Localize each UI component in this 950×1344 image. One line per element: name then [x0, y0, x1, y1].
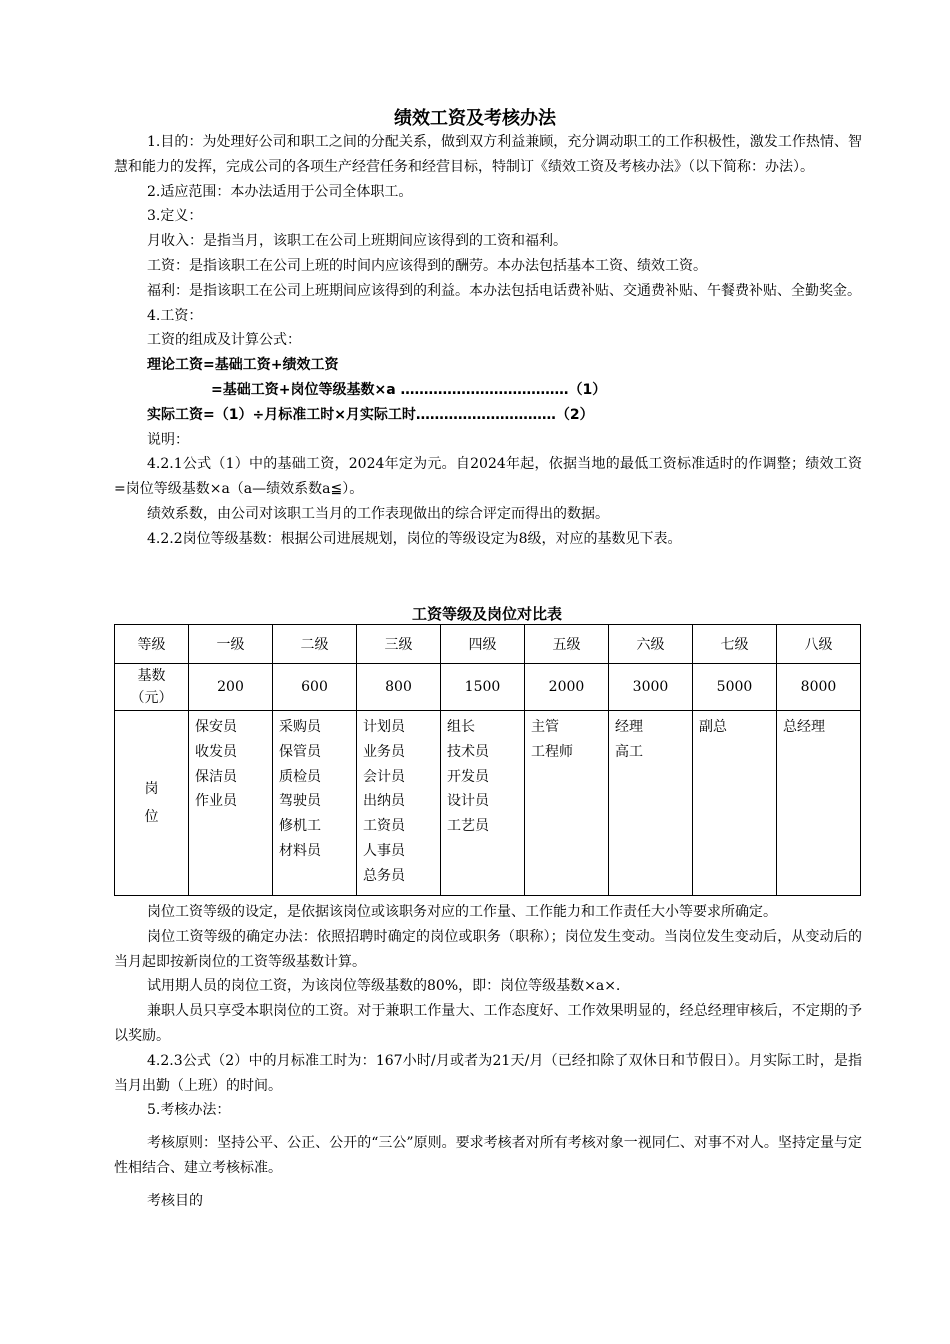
- paragraph-monthly-income: 月收入：是指当月，该职工在公司上班期间应该得到的工资和福利。: [147, 233, 567, 250]
- post-item: 人事员: [363, 842, 405, 859]
- paragraph-4-2-3: 4.2.3公式（2）中的月标准工时为：167小时/月或者为21天/月（已经扣除了双休日和节假日）。月实际工时，是指当月出勤（上班）的时间。: [114, 1052, 862, 1094]
- post-item: 保洁员: [195, 768, 237, 785]
- body-section-bottom: [114, 900, 862, 1214]
- paragraph-level-method: 岗位工资等级的确定办法：依照招聘时确定的岗位或职务（职称）；岗位发生变动。当岗位发生变动后，从变动后的当月起即按新岗位的工资等级基数计算。: [114, 928, 862, 970]
- base-label-line1: 基数: [137, 668, 166, 684]
- table-cell-base-label: [115, 664, 189, 711]
- table-cell-level: 五级: [525, 625, 609, 664]
- table-row-levels: [115, 625, 861, 664]
- post-item: 修机工: [279, 818, 321, 835]
- table-cell-level: 二级: [273, 625, 357, 664]
- post-label-line1: 岗: [144, 781, 159, 797]
- paragraph-scope: 2.适应范围：本办法适用于公司全体职工。: [147, 183, 413, 200]
- post-item: 工资员: [363, 818, 405, 835]
- table-cell-posts-level-2: [273, 711, 357, 896]
- formula-1: =基础工资+岗位等级基数×a ………………………………（1）: [211, 381, 607, 398]
- table-cell-base: 2000: [525, 664, 609, 711]
- paragraph-level-setting: 岗位工资等级的设定，是依据该岗位或该职务对应的工作量、工作能力和工作责任大小等要求所确定。: [147, 904, 777, 920]
- table-cell-posts-level-4: [441, 711, 525, 896]
- post-item: 计划员: [363, 719, 405, 735]
- post-item: 保安员: [195, 719, 237, 735]
- post-label-line2: 位: [144, 809, 159, 825]
- table-cell-level: 四级: [441, 625, 525, 664]
- post-item: 副总: [699, 719, 727, 735]
- post-item: 技术员: [447, 743, 489, 760]
- post-item: 业务员: [363, 743, 405, 760]
- post-item: 主管: [531, 719, 559, 735]
- table-cell-base: 1500: [441, 664, 525, 711]
- post-item: 组长: [447, 719, 475, 735]
- post-item: 高工: [615, 743, 643, 760]
- table-cell-base: 8000: [777, 664, 861, 711]
- post-item: 总经理: [783, 719, 825, 735]
- table-cell-level: 八级: [777, 625, 861, 664]
- paragraph-assessment-purpose: 考核目的: [147, 1192, 203, 1209]
- post-item: 出纳员: [363, 793, 405, 810]
- post-item: 总务员: [363, 867, 405, 884]
- post-item: 驾驶员: [279, 793, 321, 810]
- paragraph-assessment-principle: 考核原则：坚持公平、公正、公开的“三公”原则。要求考核者对所有考核对象一视同仁、对事不对人。坚持定量与定性相结合、建立考核标准。: [114, 1135, 862, 1176]
- table-cell-base: 600: [273, 664, 357, 711]
- post-item: 材料员: [279, 842, 321, 859]
- body-section-top: [114, 130, 862, 552]
- paragraph-4-2-1: 4.2.1公式（1）中的基础工资，2024年定为元。自2024年起，依据当地的最低工资标准适时的作调整；绩效工资=岗位等级基数×a（a—绩效系数a≦）。: [114, 456, 862, 498]
- paragraph-wage-heading: 4.工资：: [147, 307, 203, 324]
- post-item: 开发员: [447, 768, 489, 785]
- formula-theoretical-wage: 理论工资=基础工资+绩效工资: [147, 357, 339, 374]
- post-item: 作业员: [195, 793, 237, 810]
- table-cell-posts-level-7: [693, 711, 777, 896]
- post-item: 质检员: [279, 768, 321, 785]
- table-cell-base: 3000: [609, 664, 693, 711]
- post-item: 经理: [615, 719, 643, 735]
- table-cell-post-label: [115, 711, 189, 896]
- paragraph-performance-coefficient: 绩效系数，由公司对该职工当月的工作表现做出的综合评定而得出的数据。: [147, 505, 609, 522]
- formula-2: 实际工资=（1）÷月标准工时×月实际工时…………………………（2）: [147, 406, 594, 423]
- wage-level-table: [114, 624, 861, 896]
- table-cell-base: 5000: [693, 664, 777, 711]
- post-item: 设计员: [447, 793, 489, 810]
- paragraph-assessment-heading: 5.考核办法：: [147, 1102, 231, 1119]
- paragraph-wage: 工资：是指该职工在公司上班的时间内应该得到的酬劳。本办法包括基本工资、绩效工资。: [147, 257, 707, 274]
- table-cell-posts-level-3: [357, 711, 441, 896]
- document-title: 绩效工资及考核办法: [394, 108, 556, 129]
- table-cell-posts-level-1: [189, 711, 273, 896]
- table-cell-posts-level-5: [525, 711, 609, 896]
- paragraph-explanation: 说明：: [147, 431, 189, 448]
- post-item: 保管员: [279, 743, 321, 760]
- post-item: 收发员: [195, 743, 237, 760]
- table-cell-base: 200: [189, 664, 273, 711]
- table-row-base: [115, 664, 861, 711]
- paragraph-formula-intro: 工资的组成及计算公式：: [147, 332, 301, 349]
- table-cell-level: 七级: [693, 625, 777, 664]
- base-label-line2: （元）: [130, 690, 173, 706]
- post-item: 采购员: [279, 719, 321, 735]
- table-cell-posts-level-6: [609, 711, 693, 896]
- paragraph-part-time: 兼职人员只享受本职岗位的工资。对于兼职工作量大、工作态度好、工作效果明显的，经总经理审核后，不定期的予以奖励。: [114, 1003, 862, 1044]
- paragraph-4-2-2: 4.2.2岗位等级基数：根据公司进展规划，岗位的等级设定为8级，对应的基数见下表。: [147, 530, 682, 547]
- table-row-posts: [115, 711, 861, 896]
- table-cell-level: 一级: [189, 625, 273, 664]
- paragraph-definition-heading: 3.定义：: [147, 208, 203, 225]
- paragraph-welfare: 福利：是指该职工在公司上班期间应该得到的利益。本办法包括电话费补贴、交通费补贴、午餐费补贴、全勤奖金。: [147, 282, 861, 299]
- paragraph-purpose: 1.目的：为处理好公司和职工之间的分配关系，做到双方利益兼顾，充分调动职工的工作积极性，激发工作热情、智慧和能力的发挥，完成公司的各项生产经营任务和经营目标，特制订《绩效工资及考核办法》（以下简称：办法）。: [114, 134, 862, 175]
- paragraph-probation: 试用期人员的岗位工资，为该岗位等级基数的80%，即：岗位等级基数×a×.: [147, 978, 621, 995]
- post-item: 工程师: [531, 743, 573, 760]
- table-title: 工资等级及岗位对比表: [411, 605, 562, 623]
- post-item: 会计员: [363, 768, 405, 785]
- table-cell-posts-level-8: [777, 711, 861, 896]
- table-cell-level: 三级: [357, 625, 441, 664]
- table-cell-level-label: 等级: [115, 625, 189, 664]
- post-item: 工艺员: [447, 818, 489, 835]
- table-cell-base: 800: [357, 664, 441, 711]
- table-cell-level: 六级: [609, 625, 693, 664]
